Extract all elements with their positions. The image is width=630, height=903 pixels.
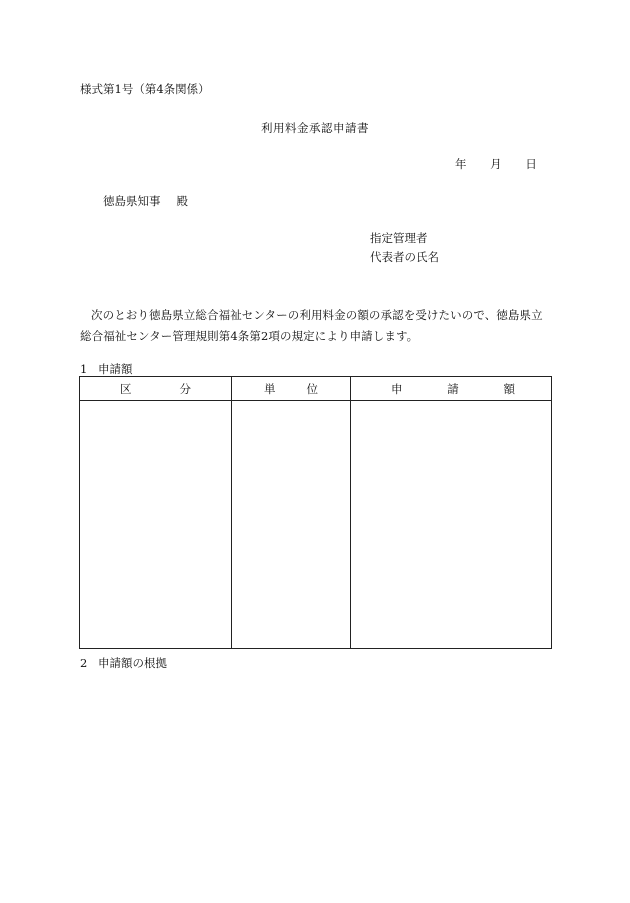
table-body-row xyxy=(80,401,552,649)
date-day-label: 日 xyxy=(525,157,537,171)
section-1-label: 申請額 xyxy=(98,362,133,376)
header-amount xyxy=(351,377,552,401)
applicant-org-label: 指定管理者 xyxy=(370,231,428,245)
header-unit xyxy=(232,377,351,401)
document-title: 利用料金承認申請書 xyxy=(261,121,369,135)
header-unit-char-2: 位 xyxy=(306,381,318,396)
header-amount-char-2: 請 xyxy=(447,381,459,396)
applicant-rep-label: 代表者の氏名 xyxy=(370,250,439,264)
section-2-label: 申請額の根拠 xyxy=(98,656,167,670)
header-amount-char-1: 申 xyxy=(391,381,403,396)
table-header-row xyxy=(80,377,552,401)
header-category xyxy=(80,377,232,401)
header-amount-char-3: 額 xyxy=(503,381,515,396)
date-year-label: 年 xyxy=(455,157,467,171)
body-paragraph: 次のとおり徳島県立総合福祉センターの利用料金の額の承認を受けたいので、徳島県立総合福祉センター管理規則第4条第2項の規定により申請します。 xyxy=(80,308,543,343)
addressee-honorific: 殿 xyxy=(176,194,188,208)
application-amount-table xyxy=(79,376,552,649)
form-number: 様式第1号（第4条関係） xyxy=(80,82,210,96)
date-line xyxy=(455,156,537,172)
header-category-char-1: 区 xyxy=(120,381,132,396)
section-2-heading xyxy=(80,655,167,671)
section-2-number: 2 xyxy=(80,656,88,670)
date-month-label: 月 xyxy=(490,157,502,171)
section-1-number: 1 xyxy=(80,362,88,376)
unit-cell[interactable] xyxy=(232,401,351,649)
category-cell[interactable] xyxy=(80,401,232,649)
addressee xyxy=(103,193,188,209)
addressee-name: 徳島県知事 xyxy=(103,194,161,208)
section-1-heading xyxy=(80,361,133,377)
header-category-char-2: 分 xyxy=(179,381,191,396)
header-unit-char-1: 単 xyxy=(264,381,276,396)
amount-cell[interactable] xyxy=(351,401,552,649)
